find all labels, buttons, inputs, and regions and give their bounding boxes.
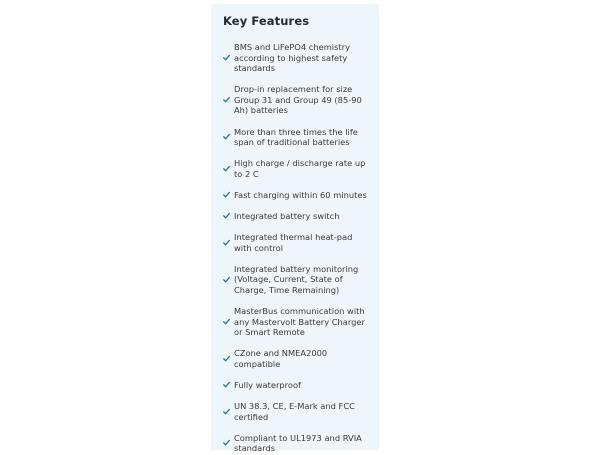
check-icon [223,355,230,362]
check-icon [223,276,230,283]
feature-item [223,306,371,338]
feature-text: Fully waterproof [234,380,301,391]
feature-item [223,190,371,201]
feature-text: Fast charging within 60 minutes [234,189,367,200]
feature-item [223,158,371,179]
feature-text: Compliant to UL1973 and RVIA standards [234,432,362,454]
check-icon [223,191,230,198]
check-icon [223,408,230,415]
feature-item [223,211,371,222]
check-icon [223,239,230,246]
feature-text: MasterBus communication with any Mastervolt Battery Charger or Smart Remote [234,306,365,338]
feature-item [223,264,371,296]
check-icon [223,318,230,325]
check-icon [223,440,230,447]
check-icon [223,212,230,219]
check-icon [223,54,230,61]
features-list [223,42,371,454]
feature-item [223,348,371,369]
feature-text: High charge / discharge rate up to 2 C [234,158,366,179]
feature-item [223,380,371,391]
feature-text: UN 38.3, CE, E-Mark and FCC certified [234,401,355,422]
feature-text: Integrated battery switch [234,211,340,222]
check-icon [223,133,230,140]
feature-text: Drop-in replacement for size Group 31 and Group 49 (85-90 Ah) batteries [234,84,362,116]
key-features-title: Key Features [223,14,310,28]
feature-item [223,401,371,422]
feature-item [223,232,371,253]
feature-item [223,84,371,116]
feature-item [223,127,371,148]
check-icon [223,165,230,172]
feature-text: BMS and LiFePO4 chemistry according to highest safety standards [234,42,351,74]
key-features-panel [211,4,379,454]
check-icon [223,96,230,103]
feature-item [223,433,371,454]
check-icon [223,382,230,389]
feature-text: Integrated thermal heat-pad with control [234,232,353,253]
feature-item [223,42,371,74]
feature-text: CZone and NMEA2000 compatible [234,348,328,369]
feature-text: Integrated battery monitoring (Voltage, Current, State of Charge, Time Remaining) [234,263,359,295]
feature-text: More than three times the life span of traditional batteries [234,126,358,148]
